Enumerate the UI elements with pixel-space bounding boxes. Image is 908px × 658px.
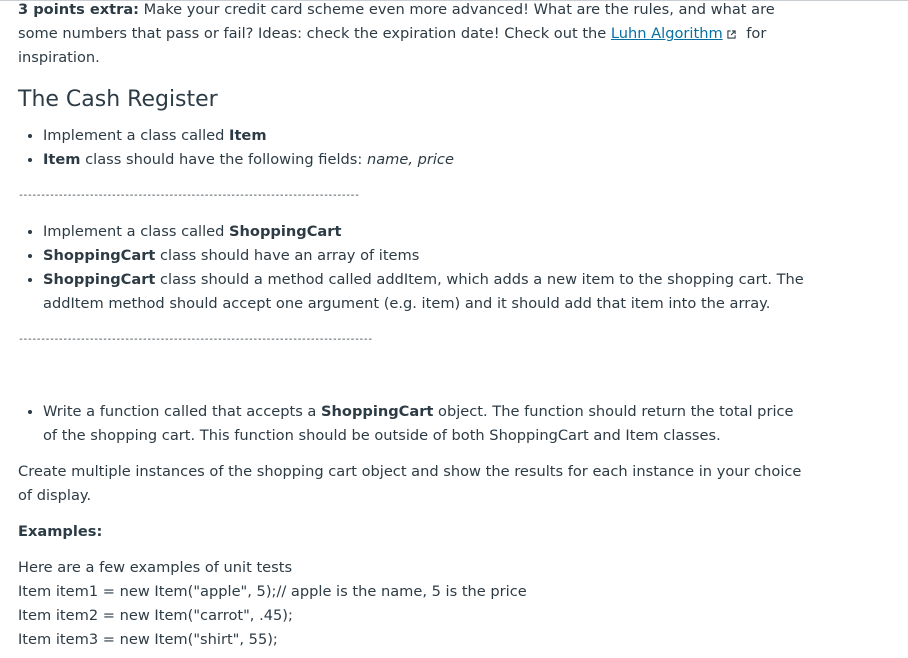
instances-paragraph: Create multiple instances of the shopping cart object and show the results for each instance in your choice of display.: [18, 463, 802, 504]
cart-requirements-list: [18, 220, 808, 316]
list-item: • Implement a class called ShoppingCart: [43, 220, 808, 244]
extra-credit-text: Make your credit card scheme even more advanced! What are the rules, and what are some numbers that pass or fail? Ideas: check the expiration date! Check out the: [18, 1, 775, 42]
luhn-algorithm-link[interactable]: Luhn Algorithm: [610, 25, 723, 42]
external-link-icon[interactable]: [727, 30, 736, 39]
list-item: • Implement a class called Item: [43, 124, 808, 148]
examples-label: Examples:: [18, 523, 103, 540]
list-item: • ShoppingCart class should a method called addItem, which adds a new item to the shopping cart. The addItem method should accept one argument (e.g. item) and it should add that item into the array.: [43, 268, 808, 316]
item-requirements-list: [18, 124, 808, 172]
extra-credit-paragraph: [18, 0, 808, 70]
section-heading: The Cash Register: [18, 87, 218, 112]
dashed-separator: -----------------------------------------------------------------------------: [18, 190, 359, 201]
function-requirements-list: [18, 400, 808, 448]
list-item: • Write a function called that accepts a ShoppingCart object. The function should return the total price of the shopping cart. This function should be outside of both ShoppingCart and Item classes.: [43, 400, 808, 448]
code-line-item1: Item item1 = new Item("apple", 5);// apple is the name, 5 is the price: [18, 583, 527, 600]
assignment-content: [18, 0, 808, 652]
extra-credit-label: 3 points extra:: [18, 1, 140, 18]
unit-tests-intro: Here are a few examples of unit tests: [18, 559, 293, 576]
dashed-separator: --------------------------------------------------------------------------------: [18, 334, 372, 345]
list-item: • Item class should have the following fields: name, price: [43, 148, 808, 172]
code-line-item2: Item item2 = new Item("carrot", .45);: [18, 607, 293, 624]
list-item: • ShoppingCart class should have an array of items: [43, 244, 808, 268]
code-line-item3: Item item3 = new Item("shirt", 55);: [18, 631, 278, 648]
extra-credit-suffix: for inspiration.: [18, 25, 767, 66]
